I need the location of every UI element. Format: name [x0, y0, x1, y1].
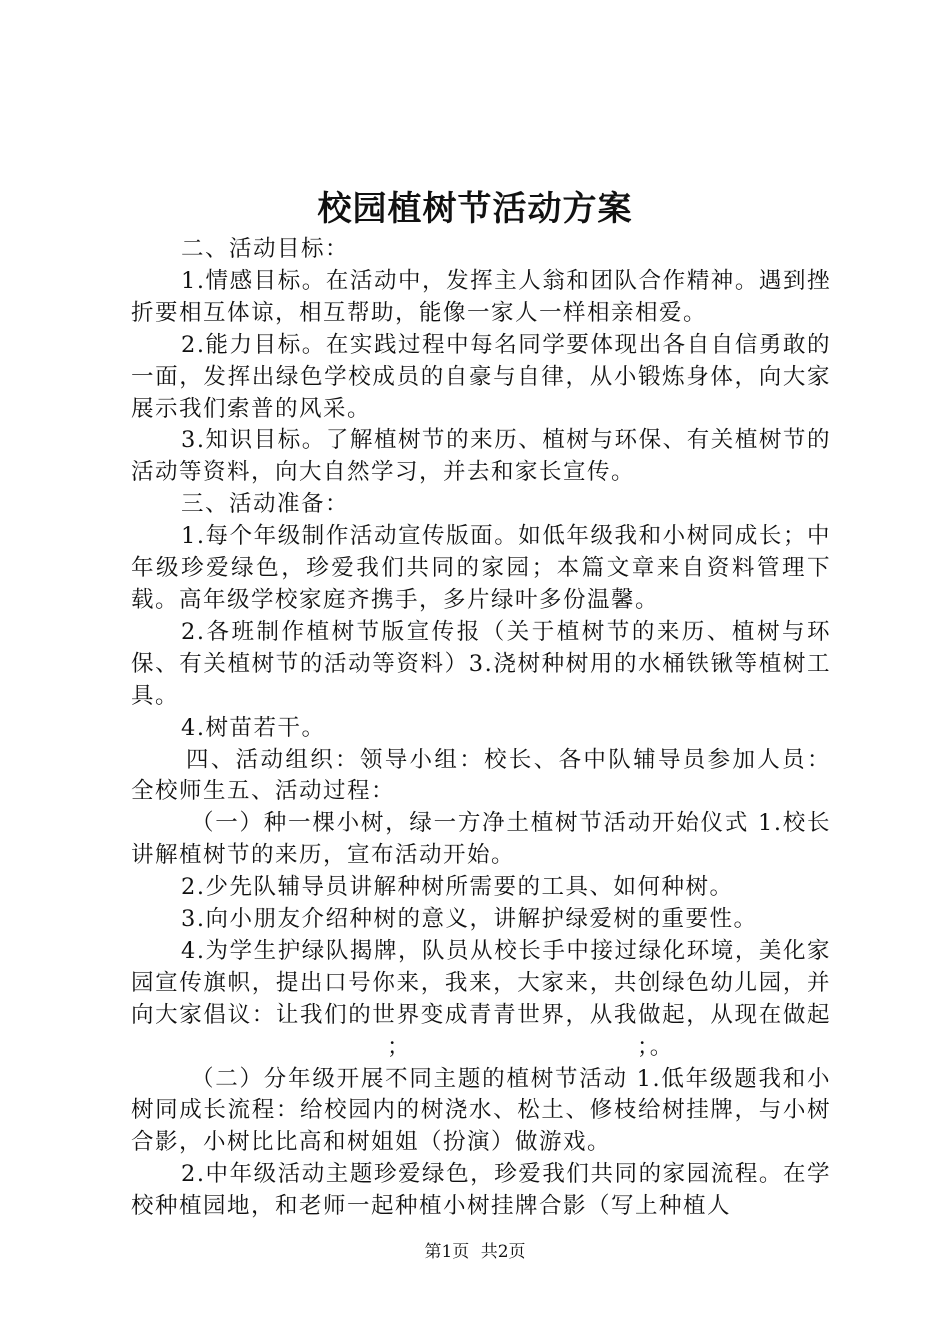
paragraph: 4.树苗若干。 — [181, 714, 326, 741]
paragraph: （二）分年级开展不同主题的植树节活动 1.低年级题我和小树同成长流程：给校园内的树浇水、松土、修枝给树挂牌，与小树合影，小树比比高和树姐姐（扮演）做游戏。 — [131, 1065, 831, 1156]
paragraph: （一）种一棵小树，绿一方净土植树节活动开始仪式 1.校长讲解植树节的来历，宣布活动开始。 — [131, 810, 831, 869]
section-heading-organization: 四、活动组织：领导小组：校长、各中队辅导员参加人员：全校师生五、活动过程： — [131, 746, 831, 805]
paragraph: 2.中年级活动主题珍爱绿色，珍爱我们共同的家园流程。在学校种植园地，和老师一起种植小树挂牌合影（写上种植人 — [131, 1161, 831, 1220]
section-heading-preparation: 三、活动准备： — [181, 491, 350, 518]
paragraph-fragment: ； — [387, 1033, 412, 1060]
page-number: 第1页 — [424, 1242, 470, 1262]
paragraph-text: 4.为学生护绿队揭牌，队员从校长手中接过绿化环境，美化家园宣传旗帜，提出口号你来，我来，大家来，共创绿色幼儿园，并向大家倡议：让我们的世界变成青青世界，从我做起，从现在做起 — [131, 937, 831, 1028]
page-footer — [0, 1240, 950, 1264]
paragraph: 1.每个年级制作活动宣传版面。如低年级我和小树同成长；中年级珍爱绿色，珍爱我们共同的家园；本篇文章来自资料管理下载。高年级学校家庭齐携手，多片绿叶多份温馨。 — [131, 523, 831, 613]
document-title: 校园植树节活动方案 — [317, 189, 633, 229]
paragraph: 2.各班制作植树节版宣传报（关于植树节的来历、植树与环保、有关植树节的活动等资料）3.浇树种树用的水桶铁锹等植树工具。 — [131, 618, 831, 709]
paragraph: 1.情感目标。在活动中，发挥主人翁和团队合作精神。遇到挫折要相互体谅，相互帮助，能像一家人一样相亲相爱。 — [131, 267, 831, 326]
paragraph: 2.能力目标。在实践过程中每名同学要体现出各自自信勇敢的一面，发挥出绿色学校成员的自豪与自律，从小锻炼身体，向大家展示我们索普的风采。 — [131, 331, 831, 422]
document-body — [131, 234, 831, 1223]
paragraph — [131, 936, 831, 1064]
paragraph-fragment: ；。 — [637, 1033, 674, 1060]
paragraph: 3.知识目标。了解植树节的来历、植树与环保、有关植树节的活动等资料，向大自然学习，并去和家长宣传。 — [131, 427, 831, 486]
paragraph: 3.向小朋友介绍种树的意义，讲解护绿爱树的重要性。 — [181, 906, 758, 933]
page-total: 共2页 — [480, 1242, 526, 1262]
section-heading-goals: 二、活动目标： — [181, 236, 350, 262]
paragraph: 2.少先队辅导员讲解种树所需要的工具、如何种树。 — [181, 874, 734, 901]
